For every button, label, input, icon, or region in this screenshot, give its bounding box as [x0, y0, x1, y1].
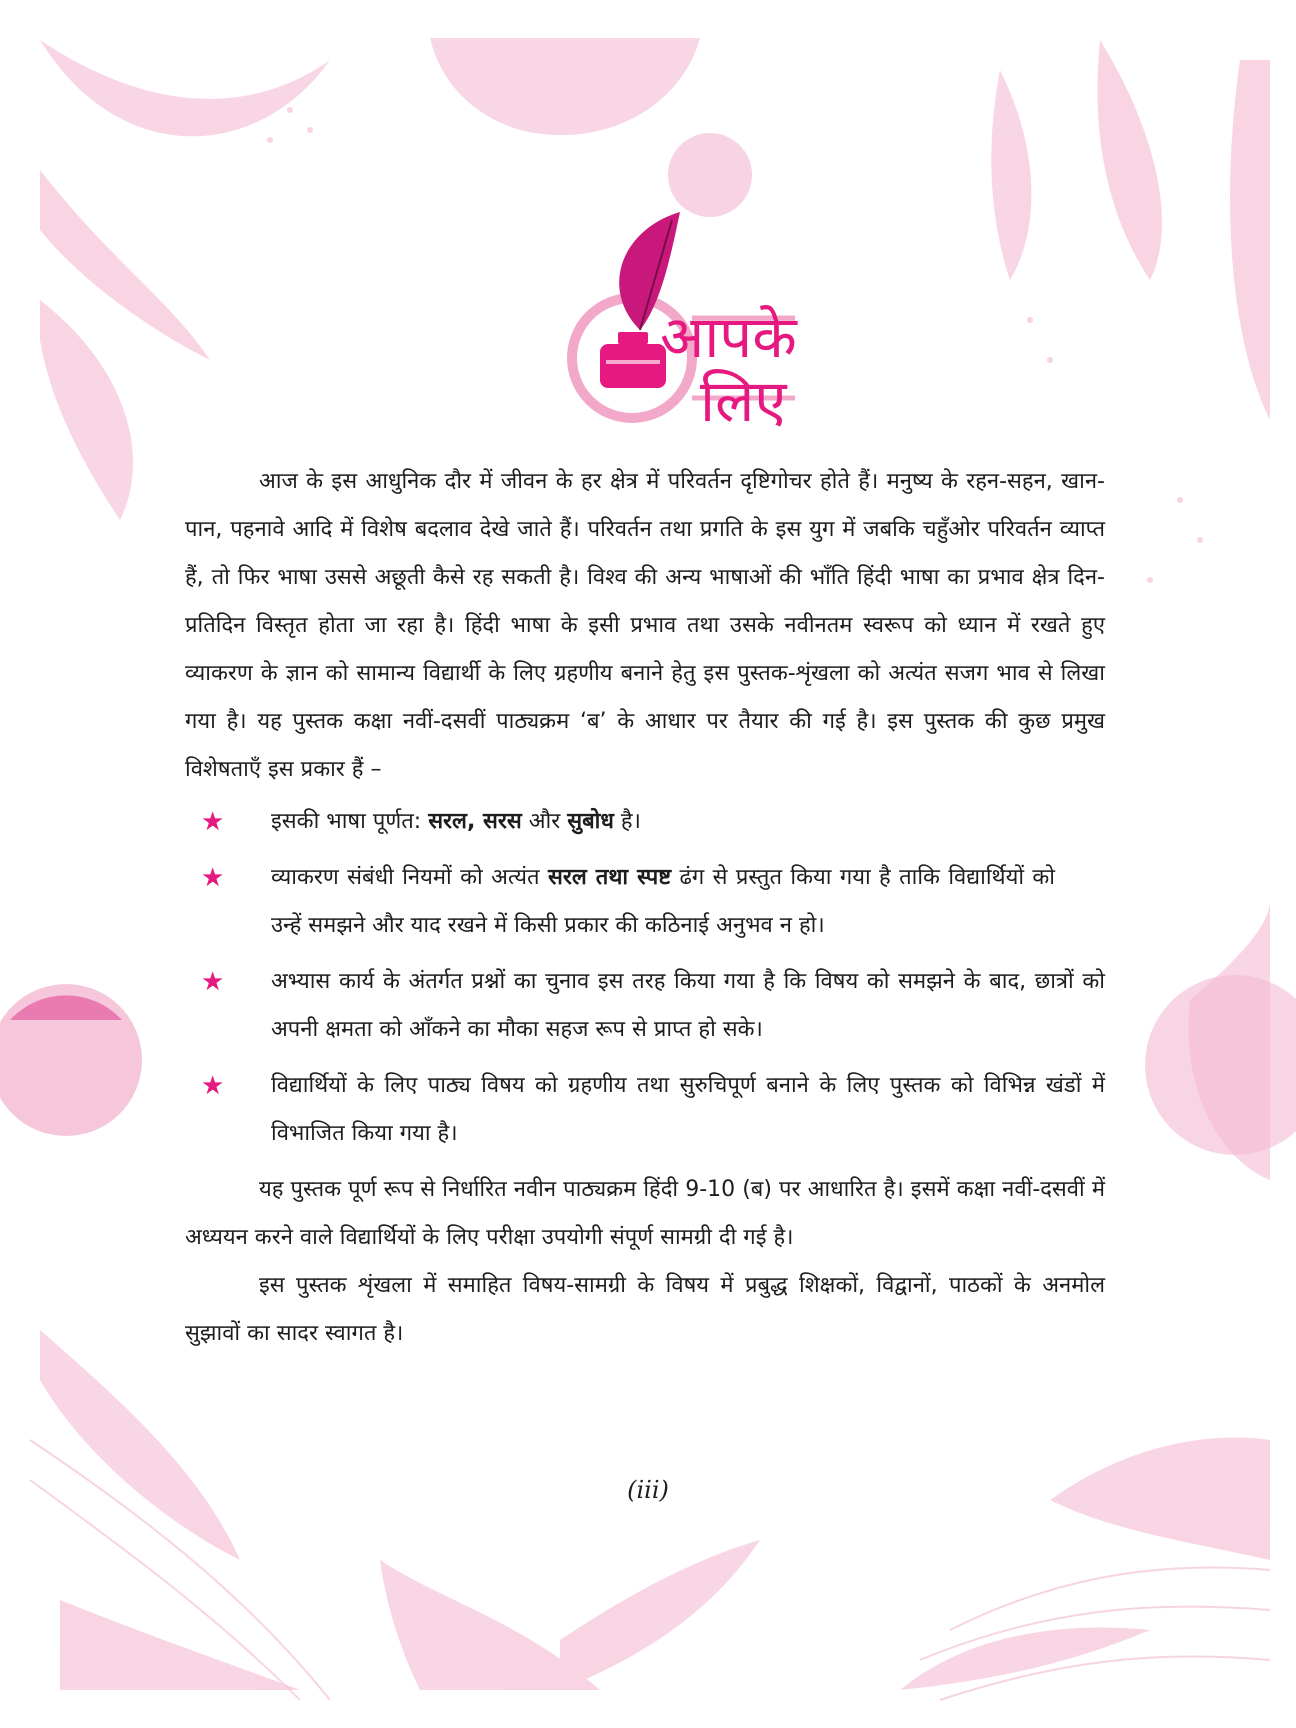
feature-text: अभ्यास कार्य के अंतर्गत प्रश्नों का चुनाव इस तरह किया गया है कि विषय को समझने के बाद, छात्रों को अपनी क्षमता को आँकने का मौका सहज रूप से प्राप्त हो सके।	[271, 969, 1105, 1042]
closing-paragraph-1: यह पुस्तक पूर्ण रूप से निर्धारित नवीन पाठ्यक्रम हिंदी 9-10 (ब) पर आधारित है। इसमें कक्षा नवीं-दसवीं में अध्ययन करने वाले विद्यार्थियों के लिए परीक्षा उपयोगी संपूर्ण सामग्री दी गई है।	[185, 1177, 1105, 1250]
page-number: (iii)	[627, 1476, 669, 1504]
inkpot-neck	[618, 332, 648, 344]
inkpot-band	[606, 360, 660, 364]
heading-line-1: आपके	[660, 303, 797, 371]
intro-paragraph: आज के इस आधुनिक दौर में जीवन के हर क्षेत्र में परिवर्तन दृष्टिगोचर होते हैं। मनुष्य के रहन-सहन, खान-पान, पहनावे आदि में विशेष बदलाव देखे जाते हैं। परिवर्तन तथा प्रगति के इस युग में जबकि चहुँओर परिवर्तन व्याप्त हैं, तो फिर भाषा उससे अछूती कैसे रह सकती है। विश्व की अन्य भाषाओं की भाँति हिंदी भाषा का प्रभाव क्षेत्र दिन-प्रतिदिन विस्तृत होता जा रहा है। हिंदी भाषा के इसी प्रभाव तथा उसके नवीनतम स्वरूप को ध्यान में रखते हुए व्याकरण के ज्ञान को सामान्य विद्यार्थी के लिए ग्रहणीय बनाने हेतु इस पुस्तक-शृंखला को अत्यंत सजग भाव से लिखा गया है। यह पुस्तक कक्षा नवीं-दसवीं पाठ्यक्रम ‘ब’ के आधार पर तैयार की गई है। इस पुस्तक की कुछ प्रमुख विशेषताएँ इस प्रकार हैं –	[185, 469, 1105, 782]
feature-item	[185, 798, 1105, 846]
closing-paragraph-2: इस पुस्तक शृंखला में समाहित विषय-सामग्री के विषय में प्रबुद्ध शिक्षकों, विद्वानों, पाठकों के अनमोल सुझावों का सादर स्वागत है।	[185, 1273, 1105, 1346]
decor-circle-top	[668, 133, 752, 217]
feature-text: ढंग से प्रस्तुत किया गया है ताकि विद्यार्थियों को उन्हें समझने और याद रखने में किसी प्रकार की कठिनाई अनुभव न हो।	[271, 865, 1056, 938]
heading-line-2: लिए	[700, 367, 787, 435]
feature-item	[185, 854, 1105, 950]
feature-text: इसकी भाषा पूर्णत:	[271, 809, 429, 834]
feature-bold-text: सुबोध	[567, 809, 614, 834]
feature-item	[185, 1062, 1105, 1158]
decor-circle-right	[1145, 975, 1296, 1155]
feature-item	[185, 958, 1105, 1054]
feature-text: और	[521, 809, 568, 834]
features-list	[185, 798, 1105, 1158]
inkpot-body	[600, 344, 666, 388]
feature-bold-text: सरल तथा स्पष्ट	[547, 865, 672, 890]
star-icon: ★	[201, 967, 225, 997]
feature-text: व्याकरण संबंधी नियमों को अत्यंत	[271, 865, 548, 890]
star-icon: ★	[201, 863, 225, 893]
feature-text: है।	[613, 809, 641, 834]
star-icon: ★	[201, 807, 225, 837]
star-icon: ★	[201, 1071, 225, 1101]
preface-content	[185, 458, 1105, 1358]
feature-bold-text: सरल, सरस	[428, 809, 522, 834]
feature-text: विद्यार्थियों के लिए पाठ्य विषय को ग्रहणीय तथा सुरुचिपूर्ण बनाने के लिए पुस्तक को विभिन्न खंडों में विभाजित किया गया है।	[271, 1073, 1105, 1146]
